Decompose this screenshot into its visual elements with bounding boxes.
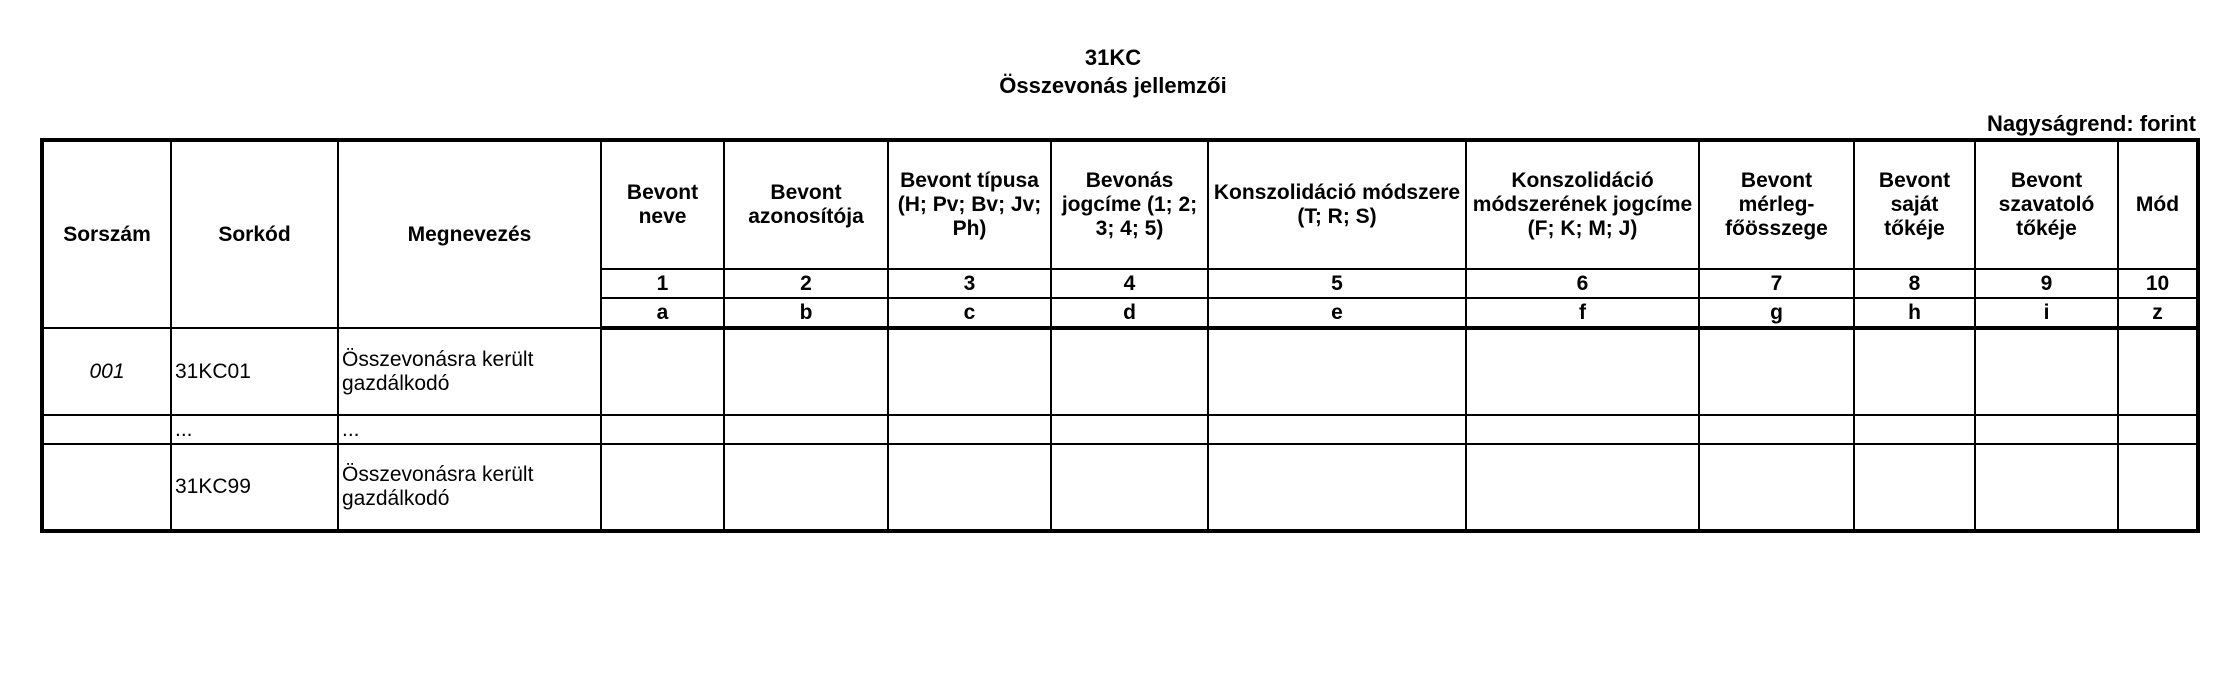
col-letter-z: z [2118,298,2198,328]
header-col-4: Bevonás jogcíme (1; 2; 3; 4; 5) [1051,140,1208,269]
row-sequence: 001 [42,328,171,415]
header-col-10: Mód [2118,140,2198,269]
cell-input[interactable] [2118,415,2198,444]
cell-input[interactable] [601,444,724,531]
form-subtitle: Összevonás jellemzői [999,73,1227,98]
col-letter-d: d [1051,298,1208,328]
cell-input[interactable] [1975,415,2118,444]
col-number-3: 3 [888,269,1051,298]
header-col-5: Konszolidáció módszere (T; R; S) [1208,140,1466,269]
cell-input[interactable] [601,415,724,444]
row-name: ... [338,415,601,444]
cell-input[interactable] [724,444,888,531]
col-letter-g: g [1699,298,1854,328]
row-code: 31KC99 [171,444,338,531]
col-letter-b: b [724,298,888,328]
cell-input[interactable] [2118,328,2198,415]
header-col-3: Bevont típusa (H; Pv; Bv; Jv; Ph) [888,140,1051,269]
header-col-8: Bevont saját tőkéje [1854,140,1975,269]
cell-input[interactable] [1466,328,1699,415]
cell-input[interactable] [1854,328,1975,415]
cell-input[interactable] [1699,444,1854,531]
cell-input[interactable] [1466,415,1699,444]
col-letter-h: h [1854,298,1975,328]
col-number-9: 9 [1975,269,2118,298]
col-letter-i: i [1975,298,2118,328]
header-col-9: Bevont szavatoló tőkéje [1975,140,2118,269]
row-sequence [42,415,171,444]
row-sequence [42,444,171,531]
header-col-1: Bevont neve [601,140,724,269]
col-number-8: 8 [1854,269,1975,298]
cell-input[interactable] [888,328,1051,415]
cell-input[interactable] [1854,415,1975,444]
header-col-7: Bevont mérleg-főösszege [1699,140,1854,269]
col-number-1: 1 [601,269,724,298]
cell-input[interactable] [1208,328,1466,415]
cell-input[interactable] [724,415,888,444]
col-number-5: 5 [1208,269,1466,298]
col-letter-f: f [1466,298,1699,328]
cell-input[interactable] [1051,444,1208,531]
unit-label: Nagyságrend: forint [1986,111,2196,136]
row-name: Összevonásra került gazdálkodó [338,328,601,415]
cell-input[interactable] [1051,328,1208,415]
table-row [42,415,2198,444]
row-code: 31KC01 [171,328,338,415]
table-row [42,328,2198,415]
header-sorkod: Sorkód [171,140,338,328]
col-number-4: 4 [1051,269,1208,298]
col-letter-a: a [601,298,724,328]
header-sorszam: Sorszám [42,140,171,328]
row-code: ... [171,415,338,444]
cell-input[interactable] [724,328,888,415]
cell-input[interactable] [1975,328,2118,415]
header-col-6: Konszolidáció módszerének jogcíme (F; K; M; J) [1466,140,1699,269]
cell-input[interactable] [888,444,1051,531]
form-code-title: 31KC [1084,45,1142,70]
col-letter-c: c [888,298,1051,328]
table-row [42,444,2198,531]
cell-input[interactable] [1208,415,1466,444]
cell-input[interactable] [1699,415,1854,444]
col-number-2: 2 [724,269,888,298]
header-col-2: Bevont azonosítója [724,140,888,269]
cell-input[interactable] [1208,444,1466,531]
header-megnevezes: Megnevezés [338,140,601,328]
col-number-6: 6 [1466,269,1699,298]
col-letter-e: e [1208,298,1466,328]
data-table [40,138,2200,533]
cell-input[interactable] [2118,444,2198,531]
cell-input[interactable] [1854,444,1975,531]
cell-input[interactable] [1699,328,1854,415]
cell-input[interactable] [1975,444,2118,531]
cell-input[interactable] [888,415,1051,444]
cell-input[interactable] [1051,415,1208,444]
col-number-7: 7 [1699,269,1854,298]
cell-input[interactable] [601,328,724,415]
cell-input[interactable] [1466,444,1699,531]
row-name: Összevonásra került gazdálkodó [338,444,601,531]
col-number-10: 10 [2118,269,2198,298]
